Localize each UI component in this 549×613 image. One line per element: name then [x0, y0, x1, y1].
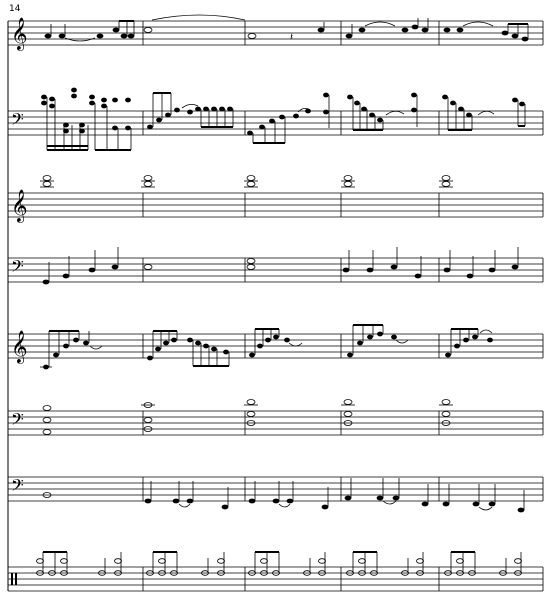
staff-3	[8, 176, 543, 224]
staff-5	[8, 325, 543, 369]
staff-8	[8, 552, 543, 591]
bass-clef-icon: 𝄢	[11, 256, 24, 280]
bass-clef-icon: 𝄢	[11, 109, 24, 133]
bass-clef-icon: 𝄢	[11, 409, 24, 433]
staff-1	[8, 15, 543, 51]
treble-clef-icon: 𝄞	[11, 330, 28, 363]
staff-4	[8, 247, 543, 284]
staff-7	[8, 475, 543, 512]
treble-clef-icon: 𝄞	[11, 189, 28, 222]
measure-number: 14	[9, 4, 21, 14]
treble-clef-icon: 𝄞	[11, 17, 28, 50]
staff-6	[8, 400, 543, 436]
bass-clef-icon: 𝄢	[11, 475, 24, 499]
svg-text:𝄽: 𝄽	[290, 32, 294, 43]
staff-2	[8, 88, 543, 150]
